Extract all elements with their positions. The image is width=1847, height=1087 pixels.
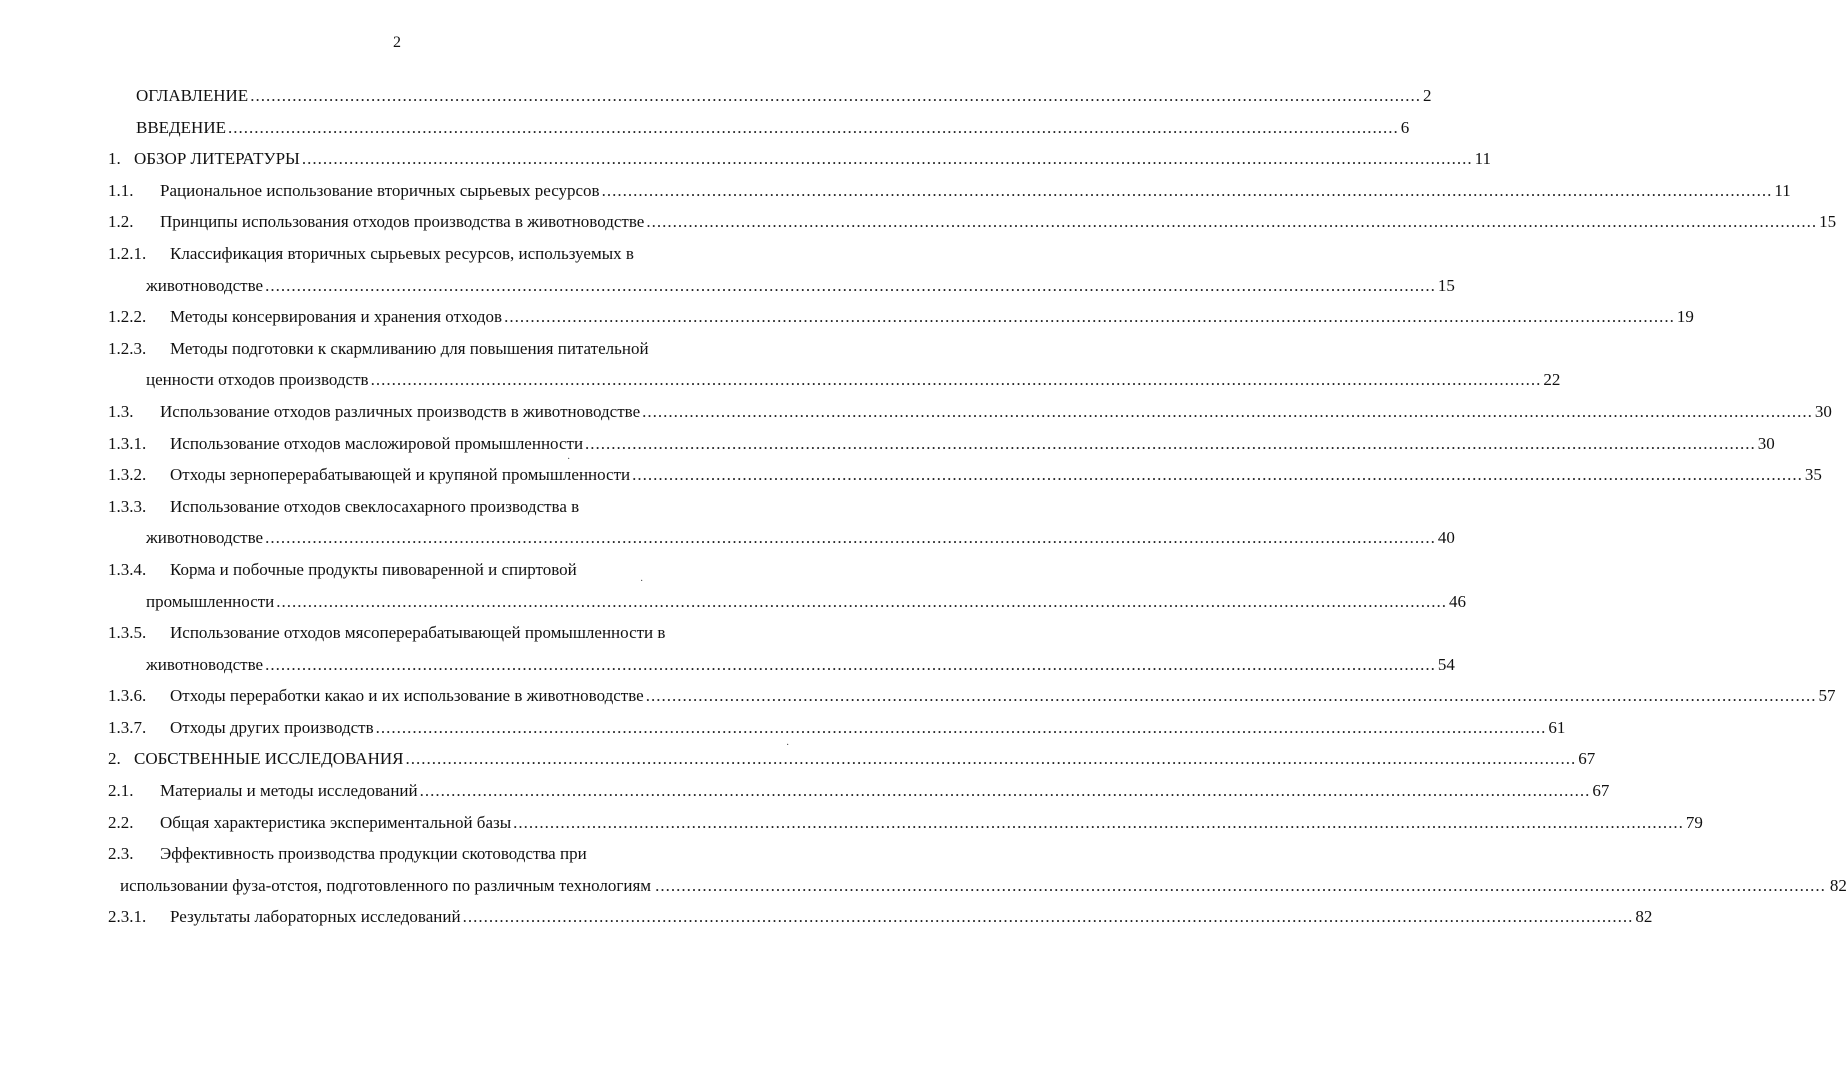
toc-page: 35: [1804, 465, 1822, 485]
toc-page: 61: [1548, 717, 1566, 737]
leader-dots: [405, 749, 1576, 769]
toc-entry[interactable]: [108, 560, 740, 592]
toc-number: 1.3.6.: [108, 686, 147, 706]
toc-title: ВВЕДЕНИЕ: [136, 117, 226, 137]
toc-title: использовании фуза-отстоя, подготовленного по различным технологиям: [120, 875, 652, 895]
toc-title: ОБЗОР ЛИТЕРАТУРЫ: [134, 149, 300, 169]
toc-page: 15: [1437, 275, 1455, 295]
toc-title: ОГЛАВЛЕНИЕ: [136, 86, 249, 105]
leader-dots: [371, 370, 1542, 390]
toc-page: 82: [1829, 875, 1847, 895]
toc-entry[interactable]: [108, 307, 1694, 339]
toc-title: Методы подготовки к скармливанию для повышения питательной: [170, 338, 649, 358]
toc-title: животноводстве: [146, 528, 264, 548]
toc-page: 30: [1814, 401, 1832, 421]
toc-number: 2.1.: [108, 781, 134, 801]
toc-title: Классификация вторичных сырьевых ресурсов, используемых в: [170, 243, 634, 263]
leader-dots: [265, 655, 1436, 675]
toc-entry[interactable]: [108, 117, 1410, 150]
toc-entry[interactable]: [108, 433, 1775, 466]
toc-entry-continuation[interactable]: [108, 370, 1561, 402]
toc-number: 1.3.2.: [108, 465, 147, 485]
toc-page: 82: [1635, 907, 1653, 927]
toc-page: 54: [1437, 654, 1455, 674]
toc-page: 22: [1543, 370, 1561, 390]
toc-number: 1.3.5.: [108, 623, 147, 643]
toc-title: СОБСТВЕННЫЕ ИССЛЕДОВАНИЯ: [134, 749, 404, 769]
toc-page: 15: [1819, 212, 1837, 232]
toc-entry-continuation[interactable]: [108, 654, 1455, 687]
toc-number: 1.3.: [108, 401, 134, 421]
toc-title: Результаты лабораторных исследований: [170, 907, 461, 927]
toc-page: 40: [1437, 528, 1455, 548]
toc-number: 1.3.7.: [108, 717, 147, 737]
leader-dots: [642, 402, 1813, 422]
leader-dots: [646, 686, 1817, 706]
leader-dots: [302, 149, 1473, 169]
toc-entry[interactable]: [108, 180, 1791, 213]
toc-title: Отходы переработки какао и их использование в животноводстве: [170, 686, 644, 706]
leader-dots: [655, 876, 1826, 896]
toc-title: Рациональное использование вторичных сырьевых ресурсов: [160, 180, 600, 200]
toc-page: 67: [1592, 781, 1610, 801]
toc-number: 2.2.: [108, 812, 134, 832]
toc-title: Отходы других производств: [170, 717, 374, 737]
leader-dots: [504, 307, 1675, 327]
toc-entry[interactable]: [108, 907, 1653, 939]
toc-page: 2: [1422, 86, 1432, 105]
toc-number: 1.: [108, 149, 121, 169]
toc-number: 2.3.1.: [108, 907, 147, 927]
toc-entry[interactable]: [108, 686, 1836, 718]
toc-number: 1.1.: [108, 180, 134, 200]
toc-entry[interactable]: [108, 812, 1703, 845]
toc-entry[interactable]: [108, 749, 1596, 781]
toc-entry[interactable]: [108, 844, 740, 876]
leader-dots: [646, 212, 1817, 232]
toc-number: 2.: [108, 749, 121, 769]
scan-speck: ·: [567, 454, 571, 465]
leader-dots: [265, 276, 1436, 296]
toc-title: Использование отходов мясоперерабатывающей промышленности в: [170, 623, 666, 643]
toc-number: 1.2.3.: [108, 338, 147, 358]
toc-page: 19: [1676, 307, 1694, 327]
toc-title: Использование отходов масложировой промышленности: [170, 433, 584, 453]
toc-title: Использование отходов различных производств в животноводстве: [160, 401, 641, 421]
leader-dots: [420, 781, 1591, 801]
toc-number: 1.3.4.: [108, 559, 147, 579]
toc-entry[interactable]: [108, 401, 1832, 434]
scan-speck: ·: [640, 576, 644, 587]
toc-title: Использование отходов свеклосахарного производства в: [170, 496, 580, 516]
leader-dots: [265, 528, 1436, 548]
toc-number: 2.3.: [108, 844, 134, 864]
toc-entry[interactable]: [108, 717, 1566, 750]
toc-page: 57: [1818, 686, 1836, 706]
leader-dots: [463, 907, 1634, 927]
toc-page: 67: [1578, 749, 1596, 769]
toc-title: животноводстве: [146, 275, 264, 295]
toc-page: 11: [1474, 149, 1491, 169]
toc-entry-continuation[interactable]: [108, 875, 1847, 908]
toc-entry[interactable]: [108, 465, 1822, 497]
toc-entry[interactable]: [108, 623, 740, 655]
toc-title: Принципы использования отходов производства в животноводстве: [160, 212, 645, 232]
toc-number: 1.2.: [108, 212, 134, 232]
toc-entry[interactable]: [108, 149, 1491, 181]
toc-title: Эффективность производства продукции скотоводства при: [160, 844, 587, 864]
toc-page: 79: [1685, 812, 1703, 832]
page-number: 2: [393, 34, 401, 51]
leader-dots: [513, 813, 1684, 833]
toc-page: 30: [1757, 433, 1775, 453]
toc-number: 1.2.2.: [108, 307, 147, 327]
toc-title: Отходы зерноперерабатывающей и крупяной промышленности: [170, 465, 631, 485]
leader-dots: [602, 181, 1773, 201]
toc-entry[interactable]: [108, 212, 1837, 244]
leader-dots: [632, 465, 1803, 485]
toc-title: Методы консервирования и хранения отходов: [170, 307, 503, 327]
toc-number: 1.3.1.: [108, 433, 147, 453]
toc-page: 11: [1774, 180, 1791, 200]
leader-dots: [585, 434, 1756, 454]
toc-title: ценности отходов производств: [146, 370, 369, 390]
leader-dots: [376, 718, 1547, 738]
toc-page: 6: [1400, 117, 1410, 137]
toc-title: Корма и побочные продукты пивоваренной и спиртовой: [170, 559, 577, 579]
toc-entry[interactable]: [108, 339, 740, 371]
toc-title: Материалы и методы исследований: [160, 781, 418, 801]
toc-entry-continuation[interactable]: [108, 591, 1467, 624]
leader-dots: [228, 118, 1399, 138]
toc-title: Общая характеристика экспериментальной базы: [160, 812, 512, 832]
leader-dots: [276, 592, 1447, 612]
toc-page: 46: [1449, 591, 1467, 611]
toc-number: 1.2.1.: [108, 243, 147, 263]
toc-entry[interactable]: [108, 781, 1610, 813]
toc-entry[interactable]: [108, 497, 740, 529]
toc-entry[interactable]: [108, 244, 740, 276]
toc-title: животноводстве: [146, 654, 264, 674]
leader-dots: [250, 86, 1421, 106]
toc-title: промышленности: [146, 591, 275, 611]
scan-speck: ·: [786, 740, 790, 751]
toc-entry-continuation[interactable]: [108, 528, 1455, 560]
toc-entry[interactable]: [108, 86, 1432, 118]
table-of-contents: [108, 86, 1847, 939]
toc-entry-continuation[interactable]: [108, 275, 1455, 308]
toc-number: 1.3.3.: [108, 496, 147, 516]
